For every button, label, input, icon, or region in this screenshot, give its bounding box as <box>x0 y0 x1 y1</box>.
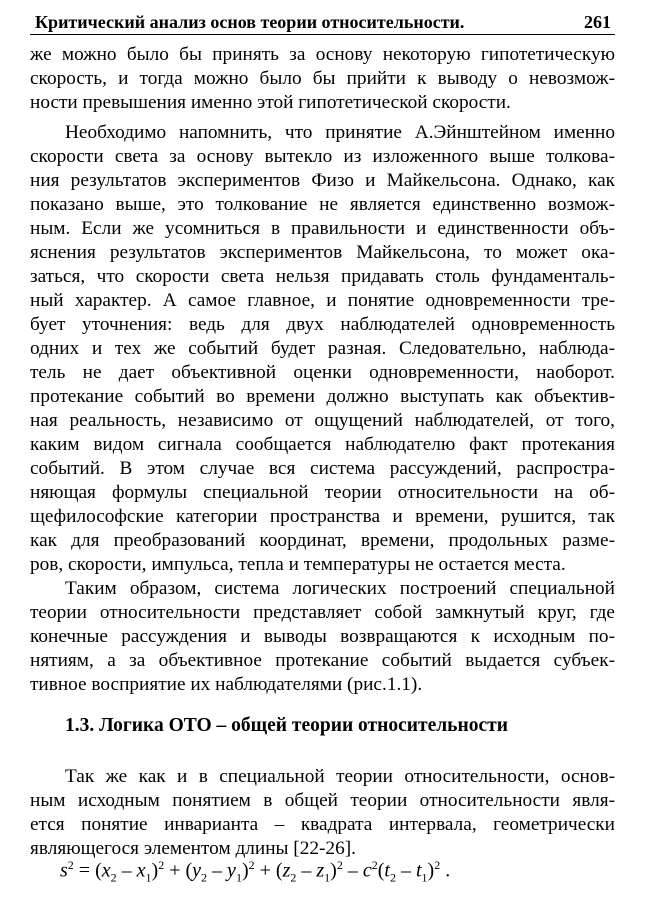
text-line: Необходимо напомнить, что принятие А.Эйнштейном именно <box>65 122 615 143</box>
text-line: Таким образом, система логических построений специальной <box>65 578 615 599</box>
text-line: ная реальность, независимо от ощущений наблюдателей, от того, <box>30 410 615 431</box>
running-header <box>30 8 615 35</box>
text-line: одних и тех же событий будет разная. Следовательно, наблюда- <box>30 338 615 359</box>
text-line: как для преобразований координат, времени, продольных разме- <box>30 530 615 551</box>
text-line: ров, скорости, импульса, тепла и температуры не остается места. <box>30 554 566 575</box>
running-title: Критический анализ основ теории относительности. <box>35 12 465 32</box>
text-line: тивное восприятие их наблюдателями (рис.1.1). <box>30 674 423 695</box>
text-line: скорости света за основу вытекло из изложенного выше толкова- <box>30 146 615 167</box>
text-line: являющегося элементом длины [22-26]. <box>30 838 356 859</box>
text-line: событий. В этом случае вся система рассуждений, распростра- <box>30 458 615 479</box>
text-line: нятиям, а за объективное протекание событий выдается субъек- <box>30 650 615 671</box>
text-line: ным. Если же усомниться в правильности и единственности объ- <box>30 218 615 239</box>
text-line: скорость, и тогда можно было бы прийти к выводу о невозмож- <box>30 68 615 89</box>
text-line: ный характер. А самое главное, и понятие одновременности тре- <box>30 290 615 311</box>
text-line: бует уточнения: ведь для двух наблюдателей одновременность <box>30 314 615 335</box>
text-line: яснения результатов экспериментов Майкельсона, то может ока- <box>30 242 615 263</box>
text-line: конечные рассуждения и выводы возвращаются к исходным по- <box>30 626 615 647</box>
text-line: заться, что скорости света нельзя придавать столь фундаменталь- <box>30 266 615 287</box>
text-line: теории относительности представляет собой замкнутый круг, где <box>30 602 615 623</box>
text-line: протекание событий во времени должно выступать как объектив- <box>30 386 615 407</box>
text-line: няющая формулы специальной теории относительности на об- <box>30 482 615 503</box>
section-heading: 1.3. Логика ОТО – общей теории относительности <box>65 715 508 736</box>
text-line: тель не дает объективной оценки одновременности, наоборот. <box>30 362 615 383</box>
page-number: 261 <box>584 12 611 32</box>
text-line: показано выше, это толкование не является единственно возмож- <box>30 194 615 215</box>
text-line: ния результатов экспериментов Физо и Майкельсона. Однако, как <box>30 170 615 191</box>
interval-formula: $s^2 = (x_2 - x_1)^2 + (y_2 - y_1)^2 + (z_2 - z_1)^2 - c^2(t_2 - t_1)^2$ . <box>60 858 451 885</box>
text-line: же можно было бы принять за основу некоторую гипотетическую <box>30 44 615 65</box>
text-line: ности превышения именно этой гипотетической скорости. <box>30 92 511 113</box>
text-line: щефилософские категории пространства и времени, рушится, так <box>30 506 615 527</box>
text-line: ным исходным понятием в общей теории относительности явля- <box>30 790 615 811</box>
text-line: Так же как и в специальной теории относительности, основ- <box>65 766 615 787</box>
text-line: каким видом сигнала сообщается наблюдателю факт протекания <box>30 434 615 455</box>
text-line: ется понятие инварианта – квадрата интервала, геометрически <box>30 814 615 835</box>
